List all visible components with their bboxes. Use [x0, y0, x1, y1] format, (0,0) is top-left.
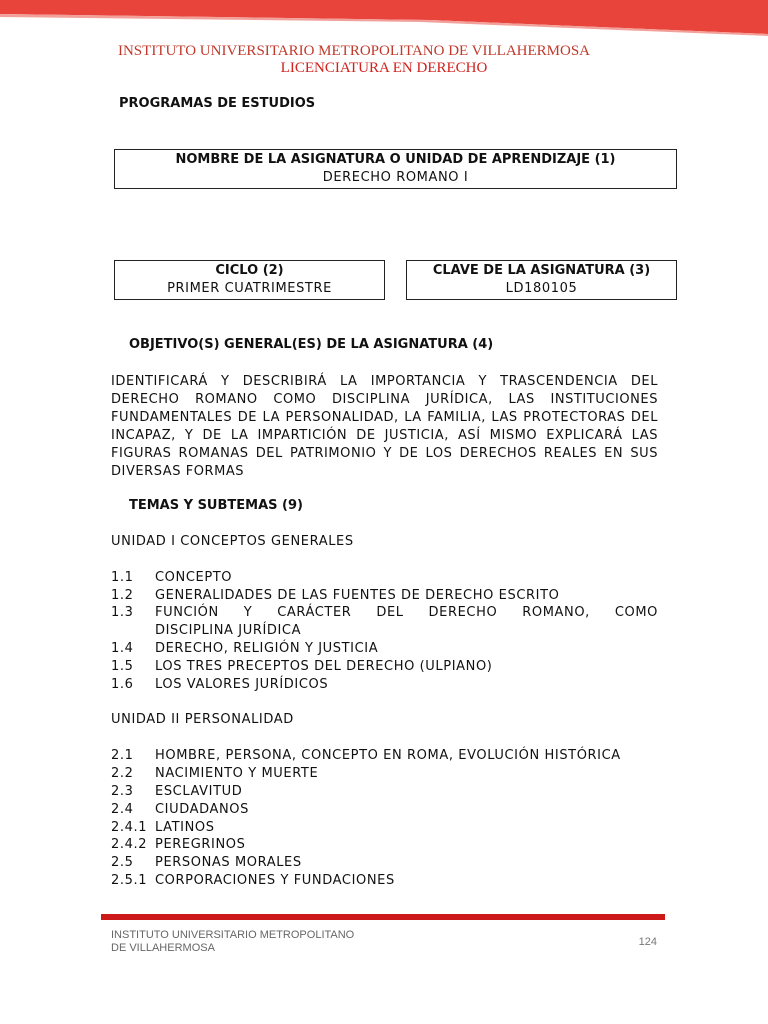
cycle-label: CICLO (2): [215, 263, 284, 278]
item-text: PEREGRINOS: [155, 837, 246, 852]
program-title: LICENCIATURA EN DERECHO: [280, 60, 488, 76]
item-number: 1.1: [111, 570, 134, 585]
item-number: 2.5: [111, 855, 134, 870]
item-text: GENERALIDADES DE LAS FUENTES DE DERECHO ESCRITO: [155, 588, 560, 603]
item-number: 1.3: [111, 605, 134, 620]
key-label: CLAVE DE LA ASIGNATURA (3): [432, 263, 651, 278]
item-text: NACIMIENTO Y MUERTE: [155, 766, 319, 781]
item-text: CIUDADANOS: [155, 802, 249, 817]
page-number: 124: [638, 936, 657, 948]
item-text: HOMBRE, PERSONA, CONCEPTO EN ROMA, EVOLUCIÓN HISTÓRICA: [155, 748, 621, 763]
subject-box: [114, 149, 677, 189]
objectives-heading: OBJETIVO(S) GENERAL(ES) DE LA ASIGNATURA (4): [129, 337, 494, 352]
cycle-box: [114, 260, 385, 300]
key-value: LD180105: [505, 281, 578, 296]
item-number: 1.5: [111, 659, 134, 674]
item-number: 2.4.1: [111, 820, 148, 835]
item-text: DISCIPLINA JURÍDICA: [155, 623, 302, 638]
item-text: LOS VALORES JURÍDICOS: [155, 677, 329, 692]
item-number: 1.4: [111, 641, 134, 656]
item-text: LOS TRES PRECEPTOS DEL DERECHO (ULPIANO): [155, 659, 493, 674]
header-banner: [0, 0, 768, 36]
item-number: 1.2: [111, 588, 134, 603]
item-number: 2.4.2: [111, 837, 148, 852]
institution-title: INSTITUTO UNIVERSITARIO METROPOLITANO DE VILLAHERMOSA: [117, 43, 591, 59]
item-number: 2.2: [111, 766, 134, 781]
cycle-value: PRIMER CUATRIMESTRE: [167, 281, 332, 296]
footer-line2: DE VILLAHERMOSA: [111, 942, 215, 954]
item-text: DERECHO, RELIGIÓN Y JUSTICIA: [155, 641, 379, 656]
section-title: PROGRAMAS DE ESTUDIOS: [119, 96, 316, 111]
footer-divider: [101, 914, 665, 920]
item-text: PERSONAS MORALES: [155, 855, 302, 870]
key-box: [406, 260, 677, 300]
subject-label: NOMBRE DE LA ASIGNATURA O UNIDAD DE APRENDIZAJE (1): [175, 152, 616, 167]
topics-heading: TEMAS Y SUBTEMAS (9): [129, 498, 303, 513]
unit2-title: UNIDAD II PERSONALIDAD: [111, 712, 294, 727]
item-text: FUNCIÓN Y CARÁCTER DEL DERECHO ROMANO, COMO: [155, 605, 658, 620]
unit1-title: UNIDAD I CONCEPTOS GENERALES: [111, 534, 354, 549]
item-number: 2.3: [111, 784, 134, 799]
item-number: 2.5.1: [111, 873, 148, 888]
item-text: CONCEPTO: [155, 570, 233, 585]
footer-line1: INSTITUTO UNIVERSITARIO METROPOLITANO: [111, 929, 355, 941]
subject-value: DERECHO ROMANO I: [322, 170, 469, 185]
item-text: ESCLAVITUD: [155, 784, 243, 799]
item-number: 1.6: [111, 677, 134, 692]
objectives-text: IDENTIFICARÁ Y DESCRIBIRÁ LA IMPORTANCIA Y TRASCENDENCIA DEL DERECHO ROMANO COMO DISCIPLINA JURÍDICA, LAS INSTITUCIONES FUNDAMENTALES DE LA PERSONALIDAD, LA FAMILIA, LAS PROTECTORAS DEL INCAPAZ, Y DE LA IMPARTICIÓN DE JUSTICIA, ASÍ MISMO EXPLICARÁ LAS FIGURAS ROMANAS DEL PATRIMONIO Y DE LOS DERECHOS REALES EN SUS DIVERSAS FORMAS: [111, 374, 658, 479]
item-number: 2.1: [111, 748, 134, 763]
item-text: CORPORACIONES Y FUNDACIONES: [155, 873, 395, 888]
item-text: LATINOS: [155, 820, 215, 835]
item-number: 2.4: [111, 802, 134, 817]
footer-institution: [111, 929, 354, 955]
